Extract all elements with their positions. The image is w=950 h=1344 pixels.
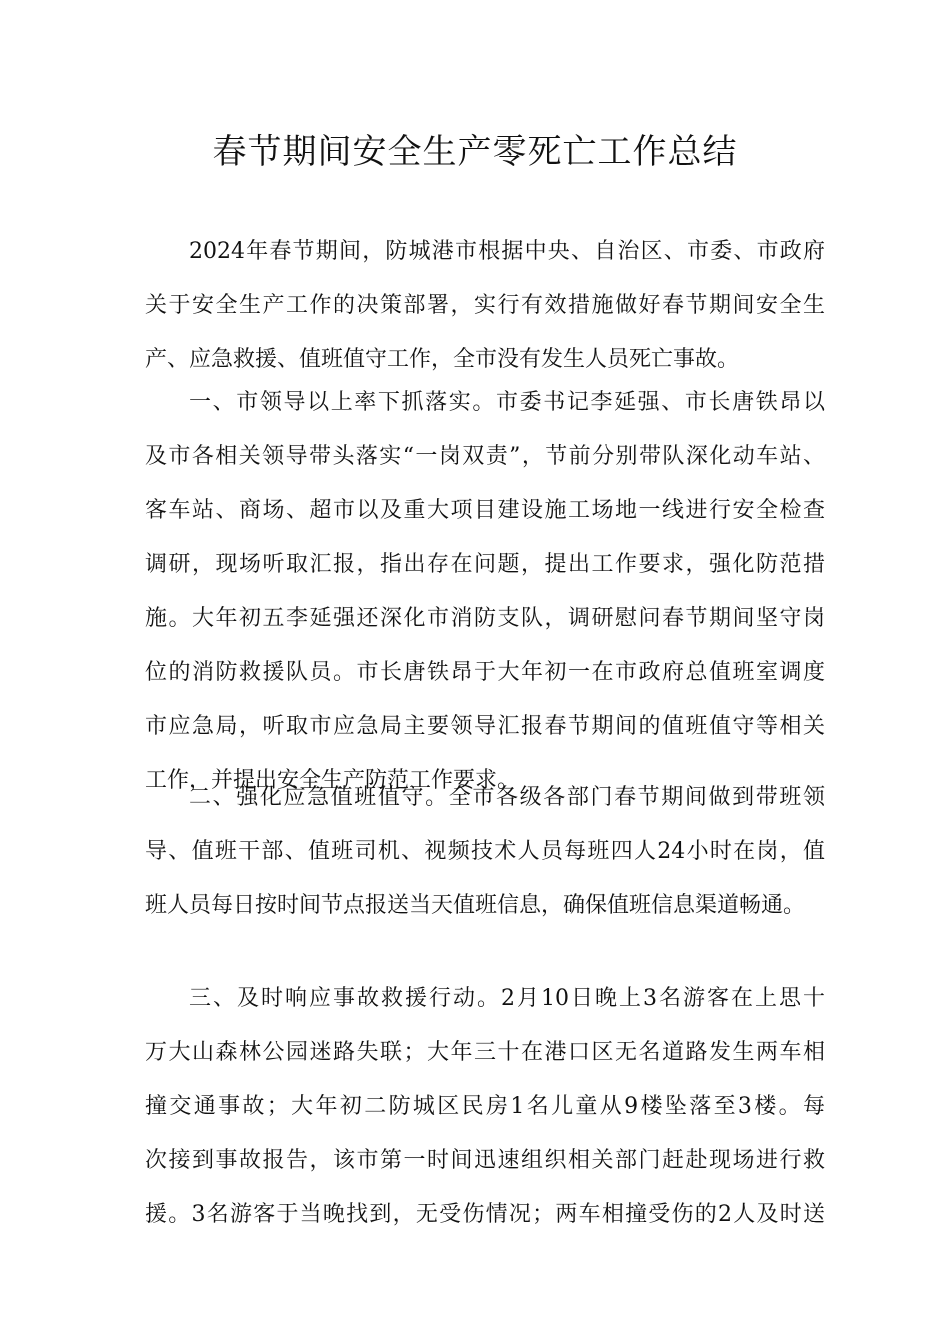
text-line: 二、强化应急值班值守。全市各级各部门春节期间做到带班领 — [189, 785, 825, 810]
text-line: 市应急局，听取市应急局主要领导汇报春节期间的值班值守等相关 — [145, 714, 825, 739]
text-line: 及市各相关领导带头落实“一岗双责”，节前分别带队深化动车站、 — [145, 444, 825, 469]
text-line: 导、值班干部、值班司机、视频技术人员每班四人24小时在岗，值 — [145, 839, 825, 864]
text-line: 调研，现场听取汇报，指出存在问题，提出工作要求，强化防范措 — [145, 552, 825, 577]
text-line: 客车站、商场、超市以及重大项目建设施工场地一线进行安全检查 — [145, 498, 825, 523]
text-line: 2024年春节期间，防城港市根据中央、自治区、市委、市政府 — [189, 239, 825, 264]
text-line: 三、及时响应事故救援行动。2月10日晚上3名游客在上思十 — [189, 986, 825, 1011]
paragraph-intro — [145, 225, 825, 387]
paragraph-section-3 — [145, 972, 825, 1242]
text-line: 施。大年初五李延强还深化市消防支队，调研慰问春节期间坚守岗 — [145, 606, 825, 631]
paragraph-section-2 — [145, 771, 825, 933]
text-line: 一、市领导以上率下抓落实。市委书记李延强、市长唐铁昂以 — [189, 390, 825, 415]
paragraph-section-1 — [145, 376, 825, 808]
document-title: 春节期间安全生产零死亡工作总结 — [212, 132, 738, 172]
text-line: 位的消防救援队员。市长唐铁昂于大年初一在市政府总值班室调度 — [145, 660, 825, 685]
text-line: 产、应急救援、值班值守工作，全市没有发生人员死亡事故。 — [145, 347, 740, 372]
text-line: 撞交通事故；大年初二防城区民房1名儿童从9楼坠落至3楼。每 — [145, 1094, 825, 1119]
text-line: 班人员每日按时间节点报送当天值班信息，确保值班信息渠道畅通。 — [145, 893, 806, 918]
text-line: 工作，并提出安全生产防范工作要求。 — [145, 768, 520, 793]
text-line: 关于安全生产工作的决策部署，实行有效措施做好春节期间安全生 — [145, 293, 825, 318]
text-line: 援。3名游客于当晚找到，无受伤情况；两车相撞受伤的2人及时送 — [145, 1202, 825, 1227]
text-line: 万大山森林公园迷路失联；大年三十在港口区无名道路发生两车相 — [145, 1040, 825, 1065]
text-line: 次接到事故报告，该市第一时间迅速组织相关部门赶赴现场进行救 — [145, 1148, 825, 1173]
